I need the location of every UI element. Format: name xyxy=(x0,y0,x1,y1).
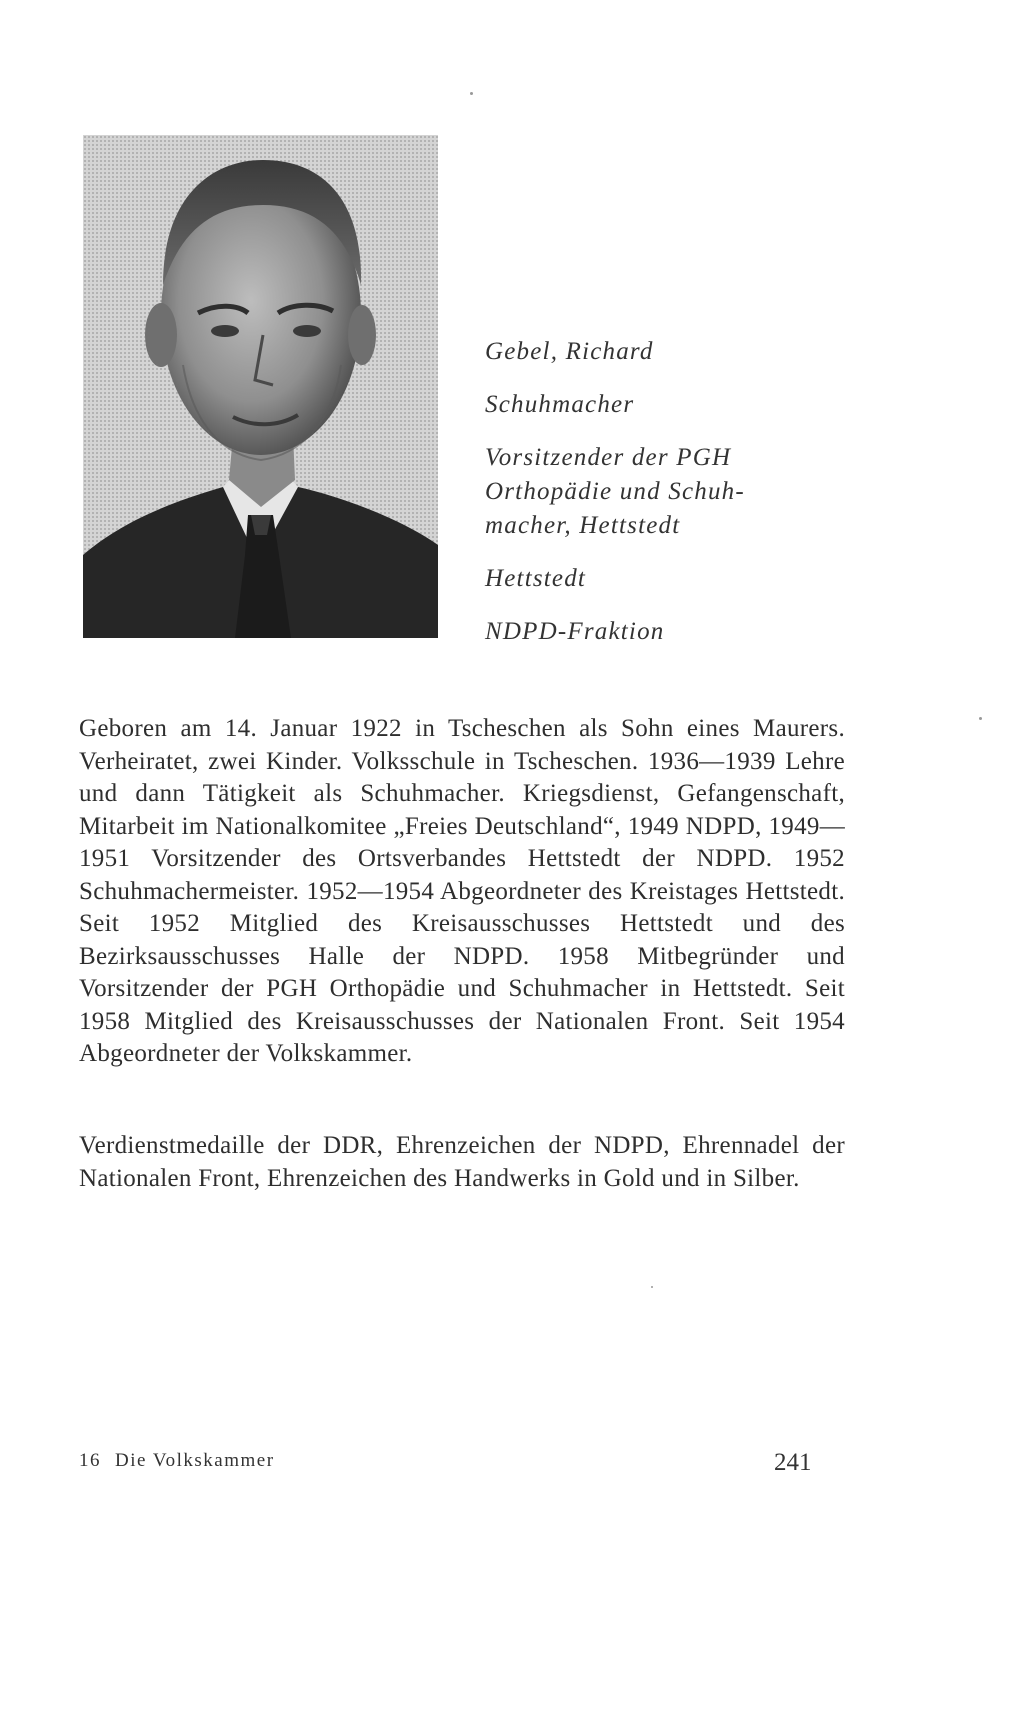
signature-mark: 16 xyxy=(79,1450,101,1471)
profile-details xyxy=(485,335,945,668)
person-name: Gebel, Richard xyxy=(485,338,654,365)
running-title: Die Volkskammer xyxy=(115,1450,275,1471)
faction: NDPD-Fraktion xyxy=(485,618,665,645)
awards-text: Verdienstmedaille der DDR, Ehrenzeichen der NDPD, Ehrennadel der Nationalen Front, Ehrenzeichen des Handwerks in Gold und in Silber. xyxy=(79,1132,845,1192)
position-line-1: Vorsitzender der PGH xyxy=(485,444,732,471)
portrait-photo xyxy=(83,135,438,638)
biography-text: Geboren am 14. Januar 1922 in Tscheschen als Sohn eines Maurers. Verheiratet, zwei Kinder. Volksschule in Tscheschen. 1936—1939 Lehre und dann Tätigkeit als Schuhmacher. Kriegsdienst, Gefangenschaft, Mitarbeit im Nationalkomitee „Freies Deutschland“, 1949 NDPD, 1949—1951 Vorsitzender des Ortsverbandes Hettstedt der NDPD. 1952 Schuhmachermeister. 1952—1954 Abgeordneter des Kreistages Hettstedt. Seit 1952 Mitglied des Kreisausschusses Hettstedt und des Bezirksausschusses Halle der NDPD. 1958 Mitbegründer und Vorsitzender der PGH Orthopädie und Schuhmacher in Hettstedt. Seit 1958 Mitglied des Kreisausschusses der Nationalen Front. Seit 1954 Abgeordneter der Volkskammer. xyxy=(79,715,845,1067)
constituency: Hettstedt xyxy=(485,565,587,592)
profession: Schuhmacher xyxy=(485,391,635,418)
awards-section xyxy=(79,1130,845,1195)
speck xyxy=(979,717,982,720)
page-number: 241 xyxy=(774,1449,812,1476)
position-line-3: macher, Hettstedt xyxy=(485,512,681,539)
position xyxy=(485,441,945,543)
page-footer xyxy=(79,1450,275,1472)
portrait-illustration xyxy=(83,135,438,638)
speck xyxy=(651,1286,653,1288)
biography-section xyxy=(79,713,845,1071)
speck xyxy=(470,92,473,95)
position-line-2: Orthopädie und Schuh- xyxy=(485,478,745,505)
